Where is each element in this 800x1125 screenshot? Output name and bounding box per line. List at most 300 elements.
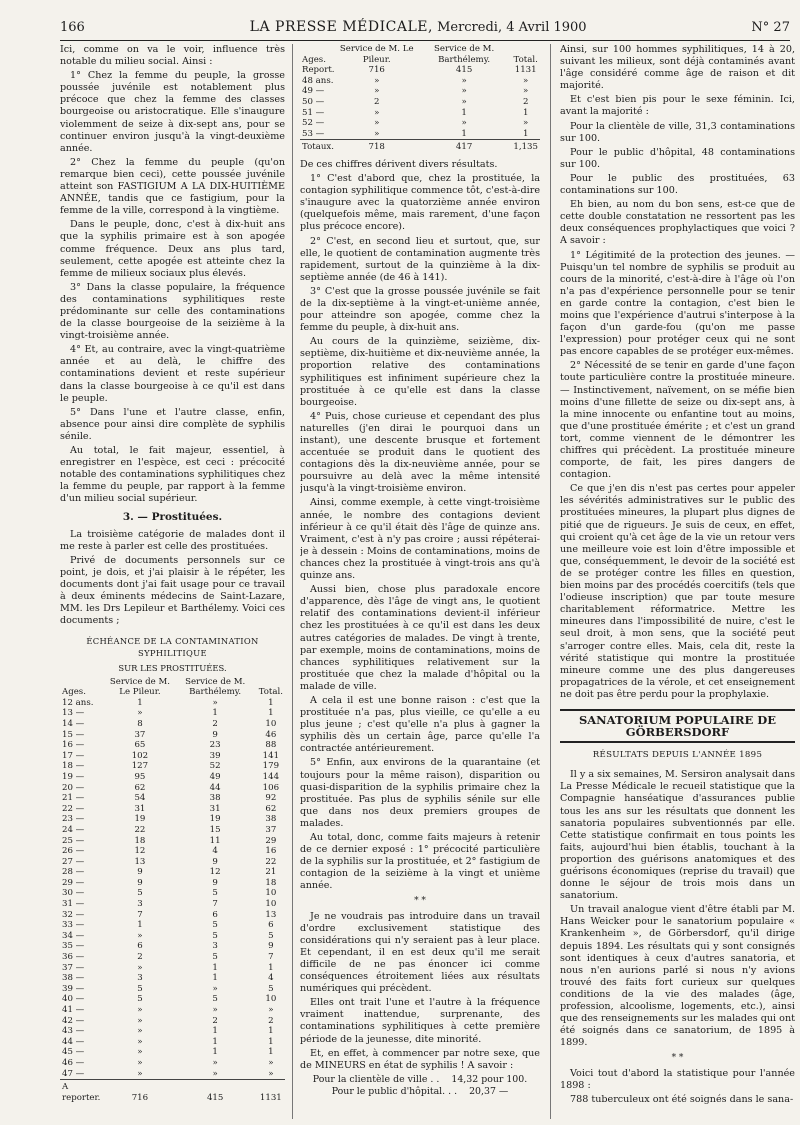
table-cell: 65 bbox=[134, 740, 146, 751]
table-cell: 19 — bbox=[62, 771, 85, 782]
paragraph: Ainsi, sur 100 hommes syphilitiques, 14 à 20, suivant les milieux, sont déjà contaminés avant l'âge considéré comme âge de raison et dit majorité. bbox=[560, 44, 795, 92]
paragraph: Aussi bien, chose plus paradoxale encore d'apparence, dès l'âge de vingt ans, le quotient relatif des contaminations devient-il inférieur chez les prostituées à ce qu'il est dans les deux autres catégories de malades. De vingt à trente, par exemple, moins de contaminations, moins de chances syphilitiques relativement sur la prostituée que chez la malade d'hôpital ou la malade de ville. bbox=[300, 584, 540, 692]
table-cell: 47 — bbox=[62, 1068, 85, 1079]
table-row bbox=[60, 1026, 285, 1037]
table-cell: 21 — bbox=[62, 793, 85, 804]
table-cell: 1 bbox=[268, 1026, 274, 1037]
table-cell: 22 bbox=[265, 856, 277, 867]
table-cell: 19 bbox=[134, 814, 146, 825]
table-cell: 36 — bbox=[62, 952, 85, 963]
table-cell: 415 bbox=[455, 65, 473, 76]
table-cell: 13 bbox=[134, 856, 146, 867]
table-row bbox=[60, 1047, 285, 1058]
paragraph: Pour la clientèle de ville, 31,3 contaminations sur 100. bbox=[560, 120, 795, 144]
contamination-table-continued bbox=[300, 44, 540, 153]
table-caption: ÉCHÉANCE DE LA CONTAMINATION SYPHILITIQUE bbox=[86, 636, 259, 659]
paragraph: Un travail analogue vient d'être établi par M. Hans Weicker pour le sanatorium populaire « Krankenheim », de Görbersdorf, qu'il dirige depuis 1894. Les résultats qui y sont consignés sont identiques à ceux d'autres sanatoria, et nous n'en aurions parlé si nous n'y avions trouvé des faits fort curieux sur quelques conditions de la vie des malades (âge, profession, alcoolisme, logements, etc.), ainsi que des renseignements sur les malades qui ont été soignés dans ce sanatorium, de 1895 à 1899. bbox=[560, 904, 795, 1049]
table-cell: 31 — bbox=[62, 899, 85, 910]
table-row bbox=[60, 783, 285, 794]
table-cell: 31 bbox=[209, 803, 221, 814]
table-cell: 18 bbox=[134, 835, 146, 846]
table-cell: 5 bbox=[212, 930, 218, 941]
table-cell: 716 bbox=[106, 1080, 173, 1104]
column-2 bbox=[300, 44, 540, 1119]
column-header: Service de M. Le Pileur. bbox=[109, 676, 171, 698]
table-header-row bbox=[300, 44, 540, 65]
table-row bbox=[60, 708, 285, 719]
column-rule bbox=[292, 44, 293, 1119]
table-cell: 1 bbox=[212, 1047, 218, 1058]
table-cell: 26 — bbox=[62, 846, 85, 857]
table-cell: 32 — bbox=[62, 909, 85, 920]
paragraph: 5° Dans l'une et l'autre classe, enfin, absence pour ainsi dire complète de syphilis sénile. bbox=[60, 406, 285, 442]
table-cell: 19 bbox=[209, 814, 221, 825]
table-cell: 10 bbox=[265, 718, 277, 729]
paragraph: Elles ont trait l'une et l'autre à la fréquence vraiment inattendue, surprenante, des contaminations syphilitiques à cette première période de la jeunesse, dite minorité. bbox=[300, 997, 540, 1045]
paragraph: La troisième catégorie de malades dont il me reste à parler est celle des prostituées. bbox=[60, 528, 285, 552]
table-cell: » bbox=[212, 983, 218, 994]
paragraph: Ici, comme on va le voir, influence très notable du milieu social. Ainsi : bbox=[60, 44, 285, 68]
table-row bbox=[300, 108, 540, 119]
table-cell: 2 bbox=[268, 1015, 274, 1026]
table-row bbox=[60, 984, 285, 995]
table-cell: 29 — bbox=[62, 877, 85, 888]
column-header: Total. bbox=[258, 687, 283, 698]
table-cell: 62 bbox=[265, 803, 277, 814]
table-row bbox=[60, 761, 285, 772]
table-cell: 40 — bbox=[62, 994, 85, 1005]
paragraph: 1° Chez la femme du peuple, la grosse poussée juvénile est notablement plus précoce que chez la femme des classes bourgeoise ou aristocratique. Elle s'inaugure violemment de seize à dix-sept ans, pour se continuer environ jusqu'à la vingt-deuxième année. bbox=[60, 70, 285, 154]
table-cell: » bbox=[212, 1057, 218, 1068]
table-caption-sub: SUR LES PROSTITUÉES. bbox=[118, 662, 227, 673]
table-cell: 50 — bbox=[302, 96, 325, 107]
table-cell: » bbox=[212, 1005, 218, 1015]
table-cell: 22 — bbox=[62, 803, 85, 814]
table-cell: 16 bbox=[265, 846, 277, 857]
table-cell: 106 bbox=[262, 782, 280, 793]
table-cell: 2 bbox=[522, 96, 529, 107]
table-cell: » bbox=[523, 86, 529, 97]
table-row bbox=[60, 825, 285, 836]
table-cell: 10 bbox=[265, 899, 277, 910]
paragraph: 4° Puis, chose curieuse et cependant des plus naturelles (j'en dirai le pourquoi dans un instant), une descente brusque et fortement accentuée se produit dans le quotient des contagions dès la dix-neuvième année, pour se poursuivre au delà avec la même intensité jusqu'à la vingt-troisième environ. bbox=[300, 410, 540, 495]
table-cell: 1 bbox=[137, 920, 143, 931]
table-cell: 6 bbox=[212, 909, 218, 920]
table-row bbox=[60, 878, 285, 889]
percent-value: 14,32 pour 100. bbox=[451, 1073, 528, 1085]
table-cell: 417 bbox=[417, 140, 511, 153]
table-cell: 1 bbox=[212, 1026, 218, 1037]
table-cell: A reporter. bbox=[60, 1080, 106, 1104]
table-row bbox=[60, 751, 285, 762]
table-cell: 1131 bbox=[514, 65, 537, 76]
table-cell: 4 bbox=[212, 846, 218, 857]
table-cell: 37 bbox=[134, 729, 146, 740]
table-cell: » bbox=[137, 1047, 143, 1058]
table-cell: 44 bbox=[209, 782, 221, 793]
table-cell: » bbox=[212, 697, 218, 708]
table-cell: 1 bbox=[212, 962, 218, 973]
table-cell: 1 bbox=[461, 128, 467, 139]
table-cell: 10 bbox=[265, 888, 277, 899]
paragraph: 5° Enfin, aux environs de la quarantaine (et toujours pour la même raison), disparition ou quasi-disparition de la syphilis primaire chez la prostituée. Pas plus de syphilis sénile sur elle que dans nos deux premiers groupes de malades. bbox=[300, 757, 540, 829]
page-header bbox=[60, 14, 790, 41]
table-cell: 1 bbox=[268, 962, 274, 973]
paragraph: Au total, le fait majeur, essentiel, à enregistrer en l'espèce, est ceci : précocité notable des contaminations syphilitiques chez la femme du peuple, par rapport à la femme d'un milieu social supérieur. bbox=[60, 445, 285, 505]
table-row bbox=[60, 1016, 285, 1027]
table-cell: » bbox=[137, 962, 143, 973]
journal-title: LA PRESSE MÉDICALE, bbox=[249, 19, 433, 35]
table-cell: » bbox=[268, 1068, 274, 1079]
table-cell: 35 — bbox=[62, 941, 85, 952]
table-row bbox=[60, 910, 285, 921]
table-cell: 9 bbox=[268, 941, 274, 952]
table-cell: 1,135 bbox=[511, 140, 540, 153]
table-row bbox=[60, 1005, 285, 1016]
table-row bbox=[60, 867, 285, 878]
article-title: SANATORIUM POPULAIRE DE GÖRBERSDORF bbox=[560, 709, 795, 743]
table-cell: 39 — bbox=[62, 983, 85, 994]
table-cell: 48 ans. bbox=[302, 75, 334, 86]
table-cell: 1 bbox=[268, 1047, 274, 1058]
table-cell: 18 bbox=[265, 877, 277, 888]
table-cell: 1 bbox=[522, 107, 529, 118]
table-cell: 8 bbox=[137, 718, 143, 729]
table-cell: 179 bbox=[262, 761, 280, 772]
table-cell: 18 — bbox=[62, 761, 85, 772]
table-cell: 9 bbox=[137, 867, 143, 878]
table-cell: » bbox=[523, 118, 529, 129]
table-cell: 33 — bbox=[62, 920, 85, 931]
table-report-row bbox=[300, 65, 540, 76]
paragraph: De ces chiffres dérivent divers résultats. bbox=[300, 158, 498, 170]
table-cell: 1 bbox=[137, 697, 143, 708]
table-cell: » bbox=[137, 1026, 143, 1037]
table-cell: Report. bbox=[302, 65, 335, 76]
table-cell: 44 — bbox=[62, 1036, 85, 1047]
table-cell: 4 bbox=[268, 973, 274, 984]
paragraph: 3° Dans la classe populaire, la fréquence des contaminations syphilitiques reste prédominante sur celle des contaminations de la classe bourgeoise de la seizième à la vingt-troisième année. bbox=[60, 281, 285, 342]
table-cell: » bbox=[137, 1036, 143, 1047]
separator-stars: * * bbox=[414, 896, 426, 907]
table-cell: 9 bbox=[137, 877, 143, 888]
percent-label: Pour le public d'hôpital. . . bbox=[331, 1085, 458, 1097]
table-row bbox=[60, 836, 285, 847]
table-cell: » bbox=[374, 86, 380, 97]
table-cell: 3 bbox=[137, 973, 143, 984]
paragraph: 4° Et, au contraire, avec la vingt-quatrième année et au delà, le chiffre des contaminations devient et reste supérieur dans la classe bourgeoise à ce qu'il est dans le peuple. bbox=[60, 344, 285, 404]
table-cell: 38 — bbox=[62, 973, 85, 984]
table-cell: 144 bbox=[262, 771, 280, 782]
table-cell: 12 bbox=[209, 867, 221, 878]
table-cell: 24 — bbox=[62, 824, 85, 835]
table-cell: 127 bbox=[131, 761, 149, 772]
table-cell: 10 bbox=[265, 994, 277, 1005]
table-cell: 5 bbox=[268, 983, 274, 994]
table-cell: 30 — bbox=[62, 888, 85, 899]
table-cell: 5 bbox=[212, 888, 218, 899]
table-row bbox=[60, 973, 285, 984]
page-number: 166 bbox=[60, 19, 85, 35]
table-row bbox=[60, 931, 285, 942]
table-cell: 92 bbox=[265, 793, 277, 804]
table-row bbox=[60, 1069, 285, 1080]
table-cell: 53 — bbox=[302, 128, 325, 139]
table-cell: 7 bbox=[268, 952, 274, 963]
table-cell: 54 bbox=[134, 793, 146, 804]
table-cell: » bbox=[374, 128, 380, 139]
paragraph: 2° Nécessité de se tenir en garde d'une façon toute particulière contre la prostituée mineure. — Instinctivement, naïvement, on se méfie bien moins d'une fillette de seize ou dix-sept ans, à la mine innocente ou enfantine tout au moins, que d'une prostituée émérite ; et c'est un grand tort, comme viennent de le démontrer les chiffres qui précèdent. La prostituée mineure comporte, de fait, les pires dangers de contagion. bbox=[560, 360, 795, 481]
table-cell: 5 bbox=[137, 888, 143, 899]
table-cell: 13 — bbox=[62, 708, 85, 719]
table-row bbox=[60, 846, 285, 857]
table-cell: » bbox=[137, 1015, 143, 1026]
table-cell: 7 bbox=[137, 909, 143, 920]
table-cell: 1 bbox=[522, 128, 529, 139]
table-cell: 14 — bbox=[62, 718, 85, 729]
paragraph: A cela il est une bonne raison : c'est que la prostituée n'a pas, plus vieille, ce qu'elle a eu plus jeune ; c'est qu'elle n'a plus à gagner la syphilis dès un certain âge, parce qu'elle l'a contractée antérieurement. bbox=[300, 694, 540, 755]
table-row bbox=[60, 857, 285, 868]
table-cell: 1 bbox=[268, 1036, 274, 1047]
table-cell: » bbox=[268, 1057, 274, 1068]
table-cell: 49 — bbox=[302, 86, 325, 97]
percent-label: Pour la clientèle de ville . . bbox=[312, 1073, 440, 1085]
column-1 bbox=[60, 44, 285, 1119]
table-cell: 88 bbox=[265, 740, 277, 751]
paragraph: Ainsi, comme exemple, à cette vingt-troisième année, le nombre des contagions devient inférieur à ce qu'il était dès l'âge de quinze ans. Vraiment, c'est à n'y pas croire ; aussi répéterai-je à dessein : Moins de contaminations, moins de chances chez la prostituée à vingt-trois ans qu'à quinze ans. bbox=[300, 497, 540, 582]
table-cell: 3 bbox=[212, 941, 218, 952]
table-cell: 11 bbox=[209, 835, 221, 846]
table-cell: 102 bbox=[131, 750, 149, 761]
issue-date: Mercredi, 4 Avril 1900 bbox=[437, 20, 587, 35]
table-cell: 1 bbox=[268, 697, 274, 708]
table-cell: 3 bbox=[137, 899, 143, 910]
table-cell: » bbox=[137, 1057, 143, 1068]
table-cell: » bbox=[137, 1068, 143, 1079]
table-row bbox=[60, 920, 285, 931]
table-row bbox=[60, 719, 285, 730]
table-cell: 5 bbox=[212, 920, 218, 931]
table-row bbox=[60, 952, 285, 963]
table-cell: 25 — bbox=[62, 835, 85, 846]
paragraph: Au total, donc, comme faits majeurs à retenir de ce dernier exposé : 1° précocité particulière de la syphilis sur la prostituée, et 2° fastigium de contagion de la seizième à la vingt et unième année. bbox=[300, 832, 540, 892]
table-cell: 2 bbox=[212, 718, 218, 729]
table-cell: 5 bbox=[212, 952, 218, 963]
table-cell: 41 — bbox=[62, 1005, 85, 1015]
table-cell: 22 bbox=[134, 824, 146, 835]
table-cell: 1 bbox=[212, 973, 218, 984]
table-row bbox=[60, 963, 285, 974]
table-cell: 46 bbox=[265, 729, 277, 740]
table-cell: 46 — bbox=[62, 1057, 85, 1068]
percent-line bbox=[300, 1074, 540, 1086]
column-header: Service de M. Barthélemy. bbox=[185, 676, 246, 698]
table-cell: 38 bbox=[209, 793, 221, 804]
table-row bbox=[60, 804, 285, 815]
paragraph: 788 tuberculeux ont été soignés dans le sana- bbox=[570, 1093, 794, 1105]
table-cell: 49 bbox=[209, 771, 221, 782]
table-cell: » bbox=[374, 107, 380, 118]
table-cell: » bbox=[523, 75, 529, 86]
column-rule bbox=[550, 44, 551, 1119]
table-row bbox=[60, 793, 285, 804]
table-cell: 15 bbox=[209, 824, 221, 835]
column-header: Service de M. Barthélemy. bbox=[434, 44, 495, 65]
paragraph: 1° Légitimité de la protection des jeunes. — Puisqu'un tel nombre de syphilis se produit au cours de la minorité, c'est-à-dire à l'âge où l'on n'a pas d'expérience personnelle pour se tenir en garde contre la contagion, c'est bien le moins que l'expérience d'autrui s'interpose à la façon d'un garde-fou (qu'on me passe l'expression) pour protéger ceux qui ne sont pas encore capables de se protéger eux-mêmes. bbox=[560, 249, 795, 358]
table-cell: 37 bbox=[265, 824, 277, 835]
table-row bbox=[300, 97, 540, 108]
table-cell: 5 bbox=[137, 994, 143, 1005]
table-row bbox=[300, 118, 540, 129]
table-body bbox=[60, 698, 285, 1080]
table-cell: » bbox=[374, 118, 380, 129]
table-row bbox=[60, 994, 285, 1005]
masthead bbox=[250, 19, 587, 35]
table-cell: 13 bbox=[265, 909, 277, 920]
table-row bbox=[300, 129, 540, 140]
paragraph: Dans le peuple, donc, c'est à dix-huit ans que la syphilis primaire est à son apogée comme fréquence. Deux ans plus tard, seulement, cette apogée est atteinte chez la femme de milieux sociaux plus élevés. bbox=[60, 219, 285, 279]
table-row bbox=[60, 698, 285, 709]
table-cell: 7 bbox=[212, 899, 218, 910]
paragraph: Et c'est bien pis pour le sexe féminin. Ici, avant la majorité : bbox=[560, 94, 795, 118]
table-row bbox=[60, 772, 285, 783]
table-cell: » bbox=[461, 75, 467, 86]
table-cell: 21 bbox=[265, 867, 277, 878]
table-cell: 95 bbox=[134, 771, 146, 782]
table-cell: 9 bbox=[212, 856, 218, 867]
article-subtitle: RÉSULTATS DEPUIS L'ANNÉE 1895 bbox=[592, 750, 763, 761]
table-row bbox=[60, 1037, 285, 1048]
table-row bbox=[60, 1058, 285, 1069]
table-cell: 31 bbox=[134, 803, 146, 814]
table-cell: 415 bbox=[174, 1080, 257, 1104]
column-3 bbox=[560, 44, 795, 1119]
table-cell: 1 bbox=[461, 107, 467, 118]
paragraph: Je ne voudrais pas introduire dans un travail d'ordre exclusivement statistique des considérations qui n'y seraient pas à leur place. Et cependant, il en est deux qu'il me serait difficile de ne pas énoncer ici comme conséquences étroitement liées aux résultats numériques qui précèdent. bbox=[300, 910, 540, 995]
table-cell: Totaux. bbox=[300, 140, 337, 153]
table-cell: » bbox=[137, 708, 143, 719]
table-cell: 5 bbox=[212, 994, 218, 1005]
paragraph: Ce que j'en dis n'est pas certes pour appeler les sévérités administratives sur le public des prostituées mineures, la plupart plus dignes de pitié que de rigueurs. Je suis de ceux, en effet, qui croient qu'à cet âge de la vie un retour vers une meilleure voie est loin d'être impossible et que, conséquemment, le devoir de la société est de se protéger contre les filles en question, bien moins par des procédés coercitifs (tels que l'odieuse inscription) que par toute mesure charitablement réformatrice. Mettre les mineures dans l'impossibilité de nuire, c'est le seul droit, à mon sens, que la société peut s'arroger contre elles. Mais, cela dit, reste la vérité statistique qui montre la prostituée mineure comme une des plus dangereuses propagatrices de la vérole, et cet enseignement ne doit pas être perdu pour la prophylaxie. bbox=[560, 483, 795, 700]
table-cell: 1 bbox=[212, 708, 218, 719]
table-cell: 9 bbox=[212, 877, 218, 888]
table-cell: 6 bbox=[137, 941, 143, 952]
table-row bbox=[60, 941, 285, 952]
separator-stars: * * bbox=[671, 1053, 684, 1064]
paragraph: Eh bien, au nom du bon sens, est-ce que de cette double constatation ne ressortent pas les deux conséquences prophylactiques que voici ? A savoir : bbox=[560, 199, 795, 247]
table-cell: 38 bbox=[265, 814, 277, 825]
table-cell: 2 bbox=[137, 952, 143, 963]
table-row bbox=[60, 740, 285, 751]
table-cell: 1 bbox=[268, 708, 274, 719]
table-cell: 17 — bbox=[62, 750, 85, 761]
column-header: Ages. bbox=[62, 687, 86, 698]
table-cell: 62 bbox=[134, 782, 146, 793]
table-cell: 5 bbox=[137, 983, 143, 994]
table-cell: 45 — bbox=[62, 1047, 85, 1058]
table-row bbox=[60, 899, 285, 910]
percent-line bbox=[300, 1086, 540, 1098]
table-cell: 37 — bbox=[62, 962, 85, 973]
table-body bbox=[300, 76, 540, 140]
table-cell: » bbox=[461, 86, 467, 97]
table-cell: 141 bbox=[262, 750, 280, 761]
table-row bbox=[60, 888, 285, 899]
table-cell: » bbox=[461, 118, 467, 129]
table-cell: 51 — bbox=[302, 107, 325, 118]
table-cell: 1131 bbox=[257, 1080, 285, 1104]
table-cell: 12 bbox=[134, 846, 146, 857]
table-row bbox=[60, 814, 285, 825]
table-cell: 52 bbox=[209, 761, 221, 772]
paragraph: 2° Chez la femme du peuple (qu'on remarque bien ceci), cette poussée juvénile atteint son FASTIGIUM A LA DIX-HUITIÈME ANNÉE, tandis que ce fastigium, pour la femme de la ville, correspond à la vingtième. bbox=[60, 156, 285, 217]
table-cell: 16 — bbox=[62, 740, 85, 751]
paragraph: Pour le public des prostituées, 63 contaminations sur 100. bbox=[560, 172, 795, 197]
table-cell: 20 — bbox=[62, 782, 85, 793]
table-cell: » bbox=[137, 1005, 143, 1015]
table-cell: » bbox=[461, 96, 467, 107]
table-row bbox=[300, 76, 540, 87]
table-cell: 5 bbox=[268, 930, 274, 941]
issue-number: N° 27 bbox=[751, 19, 790, 35]
table-cell: » bbox=[212, 1068, 218, 1079]
table-total-row bbox=[60, 1080, 285, 1104]
table-cell: 9 bbox=[212, 729, 218, 740]
table-cell: 43 — bbox=[62, 1026, 85, 1037]
table-cell: 2 bbox=[373, 96, 380, 107]
table-cell: 6 bbox=[268, 920, 274, 931]
paragraph: Voici tout d'abord la statistique pour l'année 1898 : bbox=[560, 1067, 795, 1091]
table-cell: 716 bbox=[368, 65, 385, 76]
table-cell: » bbox=[268, 1005, 274, 1015]
paragraph: Il y a six semaines, M. Sersiron analysait dans La Presse Médicale le recueil statistique que la Compagnie hanséatique d'assurances publie tous les ans sur les résultats que donnent les sanatoria populaires subventionnés par elle. Cette statistique confirmait en tous points les faits, aujourd'hui bien établis, touchant à la proportion des guérisons anatomiques et des guérisons économiques (reprise du travail) que donne le séjour de trois mois dans un sanatorium. bbox=[560, 769, 795, 902]
table-cell: 2 bbox=[212, 1015, 218, 1026]
section-heading: 3. — Prostituées. bbox=[122, 511, 223, 524]
paragraph: Au cours de la quinzième, seizième, dix-septième, dix-huitième et dix-neuvième année, la proportion relative des contaminations syphilitiques est infiniment supérieure chez la prostituée à ce qu'elle est dans la classe bourgeoise. bbox=[300, 336, 540, 408]
table-cell: » bbox=[137, 930, 143, 941]
table-cell: 23 bbox=[209, 740, 221, 751]
column-header: Service de M. Le Pileur. bbox=[339, 44, 414, 65]
table-cell: 12 ans. bbox=[62, 697, 94, 708]
table-cell: 1 bbox=[212, 1036, 218, 1047]
contamination-table bbox=[60, 677, 285, 1104]
table-cell: 27 — bbox=[62, 856, 85, 867]
table-cell: 23 — bbox=[62, 814, 85, 825]
paragraph: 3° C'est que la grosse poussée juvénile se fait de la dix-septième à la vingt-et-unième année, pour atteindre son apogée, comme chez la femme du peuple, à dix-huit ans. bbox=[300, 285, 540, 334]
column-header: Total. bbox=[513, 54, 538, 65]
percent-value: 20,37 — bbox=[469, 1085, 509, 1097]
table-cell: 15 — bbox=[62, 729, 85, 740]
table-cell: 29 bbox=[265, 835, 277, 846]
table-total-row bbox=[300, 140, 540, 153]
table-cell: 28 — bbox=[62, 867, 85, 878]
table-row bbox=[60, 730, 285, 741]
table-cell: » bbox=[374, 75, 380, 86]
table-cell: 34 — bbox=[62, 930, 85, 941]
paragraph: Et, en effet, à commencer par notre sexe, que de MINEURS en état de syphilis ! A savoir : bbox=[300, 1047, 540, 1071]
table-header-row bbox=[60, 677, 285, 698]
paragraph: 2° C'est, en second lieu et surtout, que, sur elle, le quotient de contamination augmente très rapidement, surtout de la quinzième à la dix-septième année (de 46 à 141). bbox=[300, 235, 540, 283]
table-cell: 718 bbox=[337, 140, 417, 153]
paragraph: Privé de documents personnels sur ce point, je dois, et j'ai plaisir à le répéter, les documents dont j'ai fait usage pour ce travail à deux éminents médecins de Saint-Lazare, MM. les Drs Lepileur et Barthélemy. Voici ces documents ; bbox=[60, 554, 285, 627]
paragraph: 1° C'est d'abord que, chez la prostituée, la contagion syphilitique commence tôt, c'est-à-dire s'inaugure avec la quatorzième année environ (quelquefois même, mais rarement, d'une façon plus précoce encore). bbox=[300, 173, 540, 233]
table-cell: 39 bbox=[209, 750, 221, 761]
table-cell: 52 — bbox=[302, 118, 325, 129]
column-header: Ages. bbox=[302, 54, 326, 65]
table-cell: 42 — bbox=[62, 1015, 85, 1026]
table-row bbox=[300, 86, 540, 97]
paragraph: Pour le public d'hôpital, 48 contaminations sur 100. bbox=[560, 146, 795, 170]
